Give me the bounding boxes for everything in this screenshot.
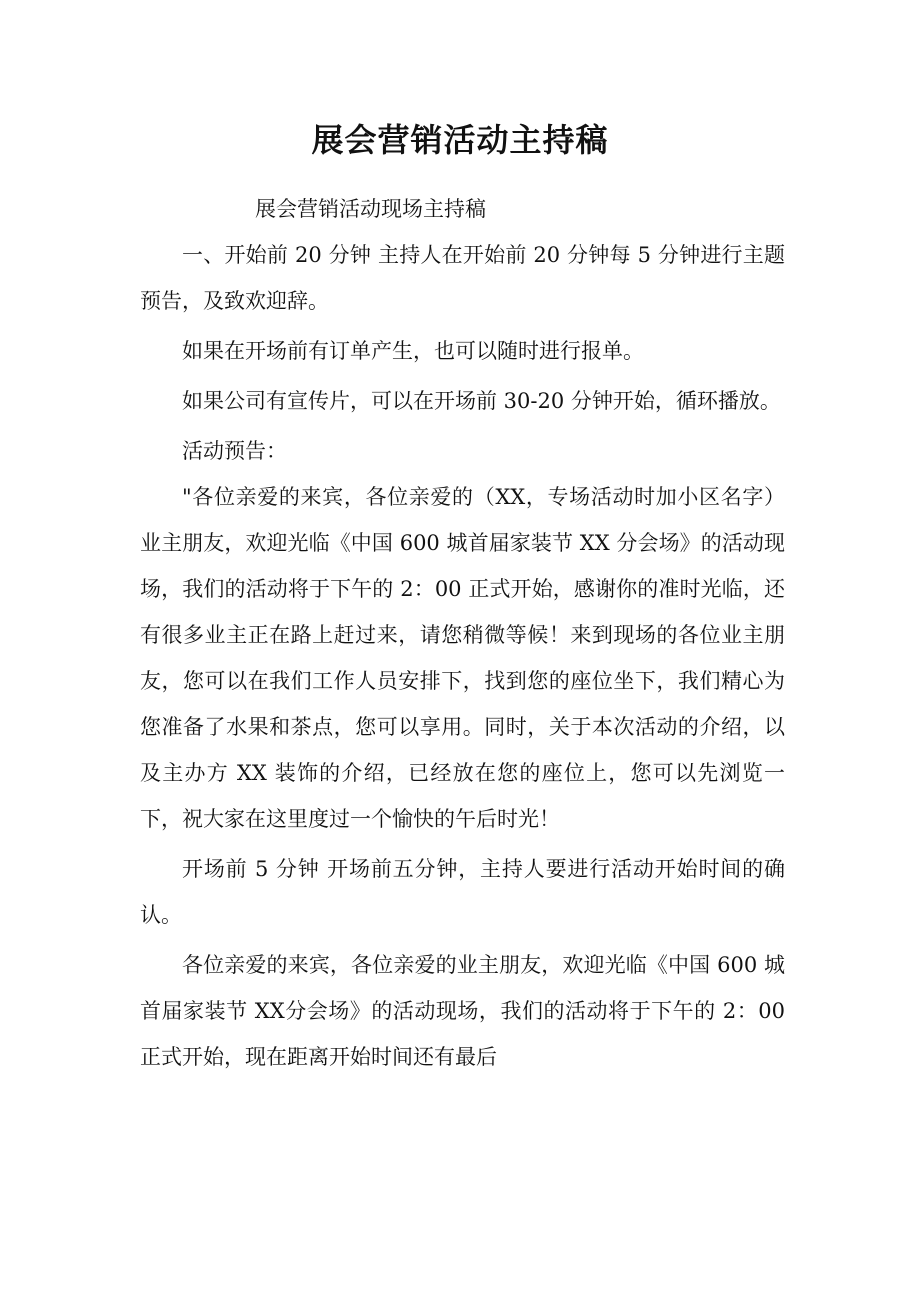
paragraph: 如果在开场前有订单产生，也可以随时进行报单。 xyxy=(182,339,644,363)
paragraph: 活动预告： xyxy=(182,439,287,463)
paragraph: 开场前 5 分钟 开场前五分钟，主持人要进行活动开始时间的确认。 xyxy=(140,857,785,927)
paragraph: 一、开始前 20 分钟 主持人在开始前 20 分钟每 5 分钟进行主题预告，及致欢迎辞。 xyxy=(140,243,785,313)
paragraph: 各位亲爱的来宾，各位亲爱的业主朋友，欢迎光临《中国 600 城首届家装节 XX分会场》的活动现场，我们的活动将于下午的 2：00 正式开始，现在距离开始时间还有最后 xyxy=(140,953,785,1069)
paragraph: 如果公司有宣传片，可以在开场前 30-20 分钟开始，循环播放。 xyxy=(182,389,781,413)
document-subtitle: 展会营销活动现场主持稿 xyxy=(255,197,486,221)
paragraph: "各位亲爱的来宾，各位亲爱的（XX，专场活动时加小区名字）业主朋友，欢迎光临《中国 600 城首届家装节 XX 分会场》的活动现场，我们的活动将于下午的 2：00 正式开始，感谢你的准时光临，还有很多业主正在路上赶过来，请您稍微等候！来到现场的各位业主朋友，您可以在我们工作人员安排下，找到您的座位坐下，我们精心为您准备了水果和茶点，您可以享用。同时，关于本次活动的介绍，以及主办方 XX 装饰的介绍，已经放在您的座位上，您可以先浏览一下，祝大家在这里度过一个愉快的午后时光！ xyxy=(140,485,785,831)
document-title: 展会营销活动主持稿 xyxy=(311,121,609,159)
document-body xyxy=(140,186,785,1080)
